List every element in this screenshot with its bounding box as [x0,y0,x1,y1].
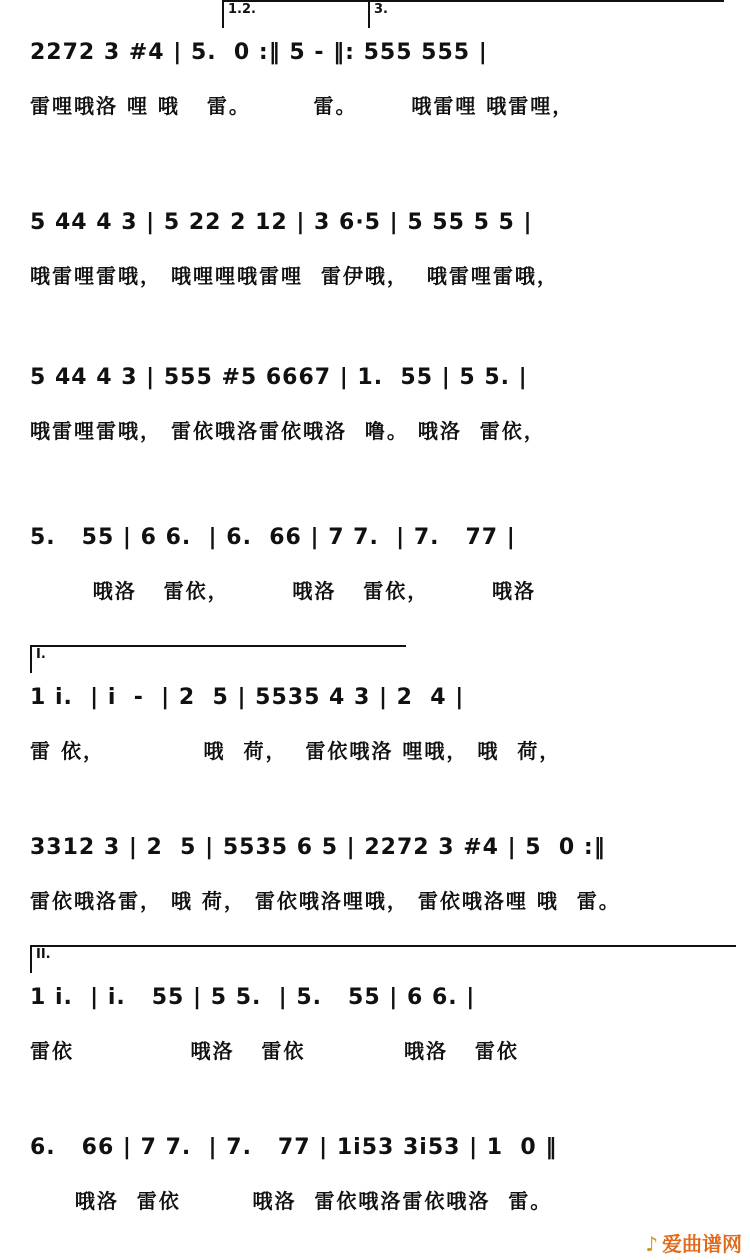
staff-row-2 [0,170,750,300]
notation-line: 5. 55 | 6 6. | 6. 66 | 7 7. | 7. 77 | [30,525,516,550]
lyrics-line: 哦洛 雷依， 哦洛 雷依， 哦洛 [30,579,536,603]
notation-line: 2272 3 #4 | 5. 0 :‖ 5 - ‖: 555 555 | [30,40,488,65]
notation-line: 3312 3 | 2 5 | 5535 6 5 | 2272 3 #4 | 5 0 :‖ [30,835,606,860]
notation-line: 5 44 4 3 | 555 #5 6667 | 1. 55 | 5 5. | [30,365,528,390]
staff-row-8 [0,1095,750,1225]
staff-row-4 [0,485,750,615]
volta-bracket: 3. [368,0,724,28]
staff-row-1 [0,0,750,130]
volta-bracket: II. [30,945,736,973]
staff-row-7 [0,945,750,1075]
notation-line: 1 i. | i - | 2 5 | 5535 4 3 | 2 4 | [30,685,465,710]
staff-row-3 [0,325,750,455]
site-logo-text: 爱曲谱网 [662,1232,742,1256]
staff-row-6 [0,795,750,925]
lyrics-line: 雷哩哦洛 哩 哦 雷。 雷。 哦雷哩 哦雷哩， [30,94,575,118]
lyrics-line: 雷 依， 哦 荷， 雷依哦洛 哩哦， 哦 荷， [30,739,562,763]
lyrics-line: 雷依 哦洛 雷依 哦洛 雷依 [30,1039,519,1063]
volta-bracket: I. [30,645,406,673]
lyrics-line: 雷依哦洛雷， 哦 荷， 雷依哦洛哩哦， 雷依哦洛哩 哦 雷。 [30,889,621,913]
notation-line: 5 44 4 3 | 5 22 2 12 | 3 6·5 | 5 55 5 5 | [30,210,533,235]
notation-line: 6. 66 | 7 7. | 7. 77 | 1i53 3i53 | 1 0 ‖ [30,1135,558,1160]
lyrics-line: 哦洛 雷依 哦洛 雷依哦洛雷依哦洛 雷。 [30,1189,553,1213]
music-note-icon: ♪ [645,1232,658,1256]
lyrics-line: 哦雷哩雷哦， 雷依哦洛雷依哦洛 噜。 哦洛 雷依， [30,419,546,443]
volta-bracket: 1.2. [222,0,368,28]
lyrics-line: 哦雷哩雷哦， 哦哩哩哦雷哩 雷伊哦， 哦雷哩雷哦， [30,264,559,288]
staff-row-5 [0,645,750,775]
site-logo [645,1228,742,1254]
notation-line: 1 i. | i. 55 | 5 5. | 5. 55 | 6 6. | [30,985,476,1010]
